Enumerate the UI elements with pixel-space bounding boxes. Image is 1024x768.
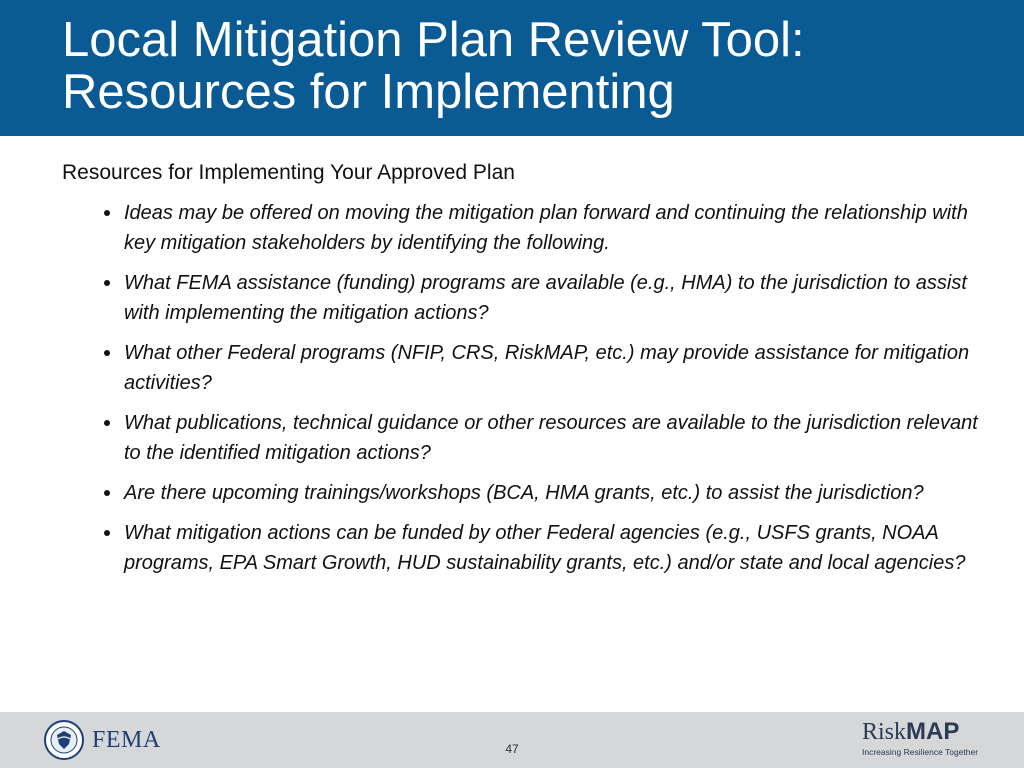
bullet-item [104,268,992,328]
slide-title-line-2: Resources for Implementing [62,65,675,119]
page-number: 47 [505,742,519,756]
riskmap-tagline: Increasing Resilience Together [862,747,979,757]
bullet-text: What FEMA assistance (funding) programs are available (e.g., HMA) to the jurisdiction to assist with implementing the mitigation actions? [124,272,967,324]
bullet-text: What other Federal programs (NFIP, CRS, RiskMAP, etc.) may provide assistance for mitigation activities? [124,342,970,394]
bullet-item [104,338,992,398]
bullet-dot-icon [104,280,110,286]
bullet-item [104,198,992,258]
riskmap-logo [862,718,992,757]
slide-header [0,0,1024,136]
riskmap-word-map: MAP [906,718,960,745]
bullet-dot-icon [104,350,110,356]
bullet-item [104,408,992,468]
riskmap-wordmark [862,718,992,746]
riskmap-word-risk: Risk [862,719,907,745]
slide-footer [0,712,1024,768]
bullet-dot-icon [104,530,110,536]
bullet-dot-icon [104,210,110,216]
bullet-text: Are there upcoming trainings/workshops (BCA, HMA grants, etc.) to assist the jurisdiction? [124,482,924,504]
bullet-item [104,478,992,508]
bullet-text: What mitigation actions can be funded by other Federal agencies (e.g., USFS grants, NOAA programs, EPA Smart Growth, HUD sustainability grants, etc.) and/or state and local agencies? [124,522,966,574]
bullet-dot-icon [104,490,110,496]
bullet-text: What publications, technical guidance or other resources are available to the jurisdiction relevant to the identified mitigation actions? [124,412,978,464]
slide-body [62,158,992,588]
slide-title-line-1: Local Mitigation Plan Review Tool: [62,13,805,67]
bullet-item [104,518,992,578]
bullet-text: Ideas may be offered on moving the mitigation plan forward and continuing the relationship with key mitigation stakeholders by identifying the following. [124,202,968,254]
bullet-list [62,198,992,578]
slide-title [62,14,1012,118]
slide-subheading: Resources for Implementing Your Approved Plan [62,161,515,184]
bullet-dot-icon [104,420,110,426]
fema-logo-text: FEMA [92,726,161,753]
